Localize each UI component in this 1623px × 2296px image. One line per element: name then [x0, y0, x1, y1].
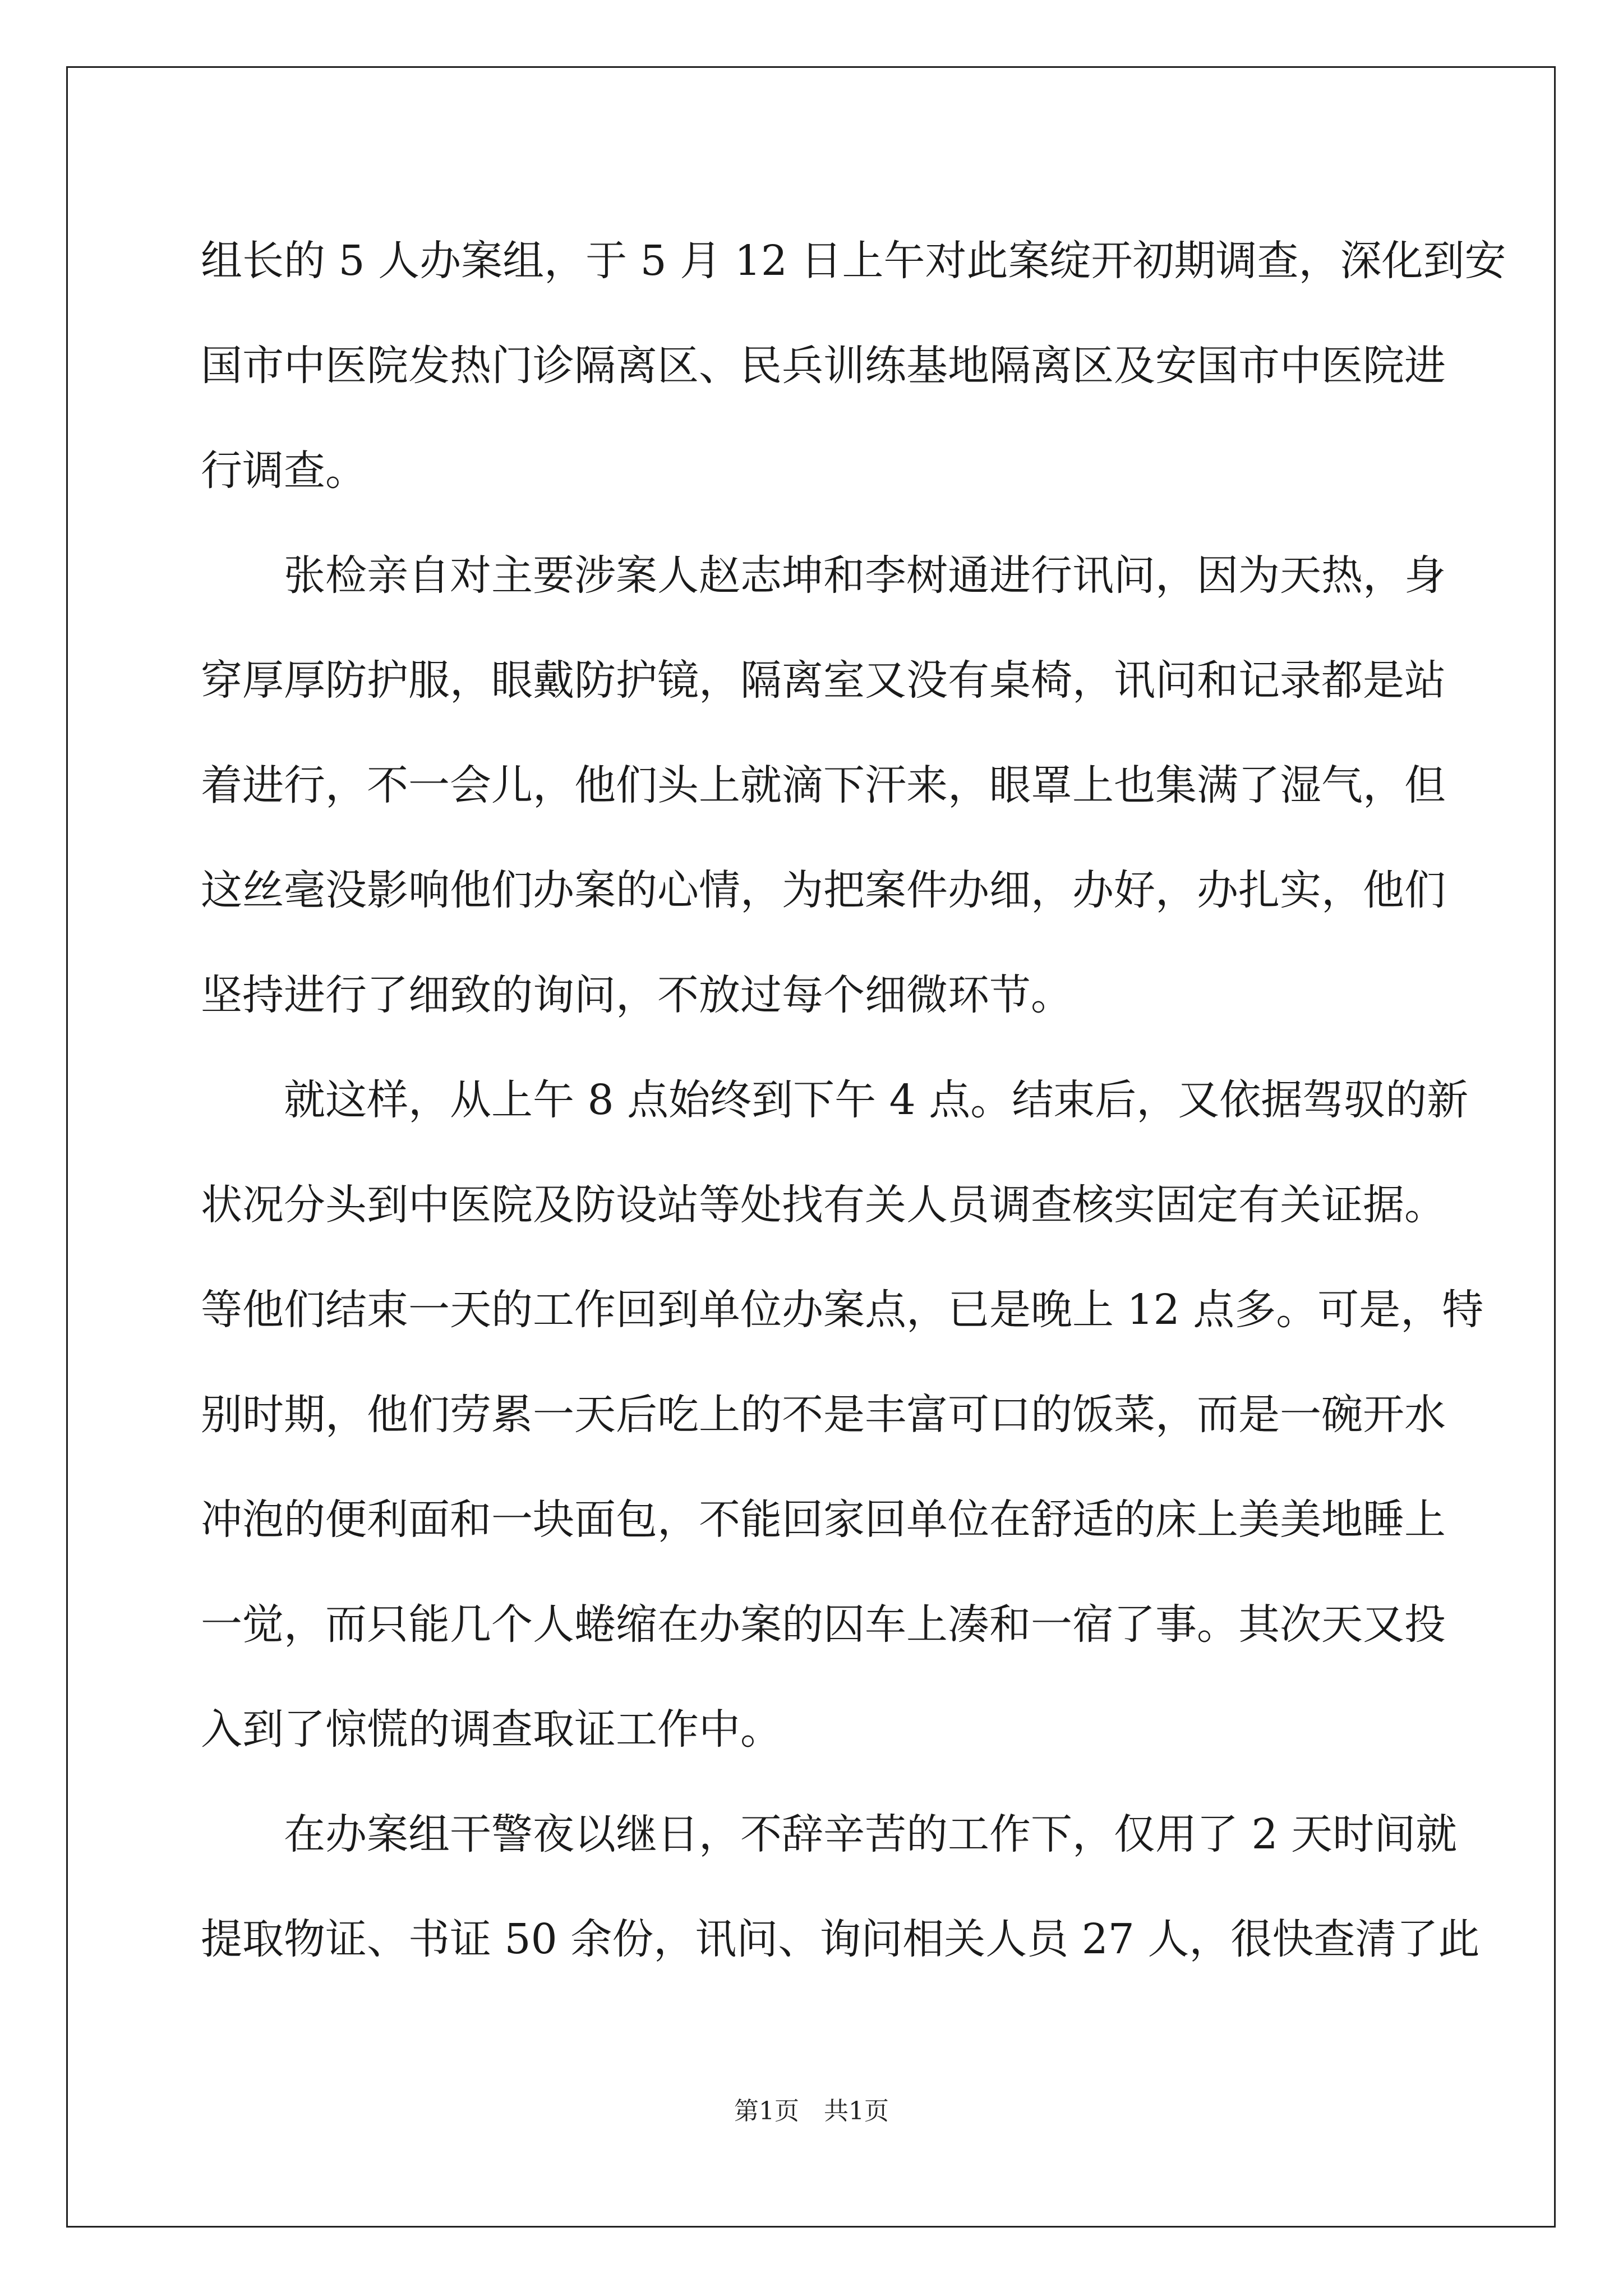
text-line: 坚持进行了细致的询问，不放过每个细微环节。 — [201, 971, 1072, 1019]
text-line: 就这样，从上午 8 点始终到下午 4 点。结束后，又依据驾驭的新 — [284, 1076, 1469, 1124]
text-line: 国市中医院发热门诊隔离区、民兵训练基地隔离区及安国市中医院进 — [201, 342, 1446, 390]
text-line: 行调查。 — [201, 447, 367, 495]
text-line: 等他们结束一天的工作回到单位办案点，已是晚上 12 点多。可是，特 — [201, 1286, 1484, 1334]
text-line: 别时期，他们劳累一天后吃上的不是丰富可口的饭菜，而是一碗开水 — [201, 1391, 1446, 1439]
page-footer: 第1页 共1页 — [734, 2097, 889, 2125]
document-body — [201, 209, 1506, 1992]
text-line: 张检亲自对主要涉案人赵志坤和李树通进行讯问，因为天热，身 — [284, 551, 1446, 600]
text-line: 组长的 5 人办案组，于 5 月 12 日上午对此案绽开初期调查，深化到安 — [201, 237, 1506, 285]
text-line: 穿厚厚防护服，眼戴防护镜，隔离室又没有桌椅，讯问和记录都是站 — [201, 656, 1446, 705]
text-line: 入到了惊慌的调查取证工作中。 — [201, 1705, 782, 1754]
text-line: 冲泡的便利面和一块面包，不能回家回单位在舒适的床上美美地睡上 — [201, 1496, 1446, 1544]
text-line: 一觉，而只能几个人蜷缩在办案的囚车上凑和一宿了事。其次天又投 — [201, 1600, 1446, 1649]
text-line: 着进行，不一会儿，他们头上就滴下汗来，眼罩上也集满了湿气，但 — [201, 761, 1446, 809]
text-line: 提取物证、书证 50 余份，讯问、询问相关人员 27 人，很快查清了此 — [201, 1915, 1480, 1963]
text-line: 在办案组干警夜以继日，不辞辛苦的工作下，仅用了 2 天时间就 — [284, 1810, 1458, 1858]
text-line: 这丝毫没影响他们办案的心情，为把案件办细，办好，办扎实，他们 — [201, 866, 1446, 914]
text-line: 状况分头到中医院及防设站等处找有关人员调查核实固定有关证据。 — [201, 1181, 1446, 1229]
